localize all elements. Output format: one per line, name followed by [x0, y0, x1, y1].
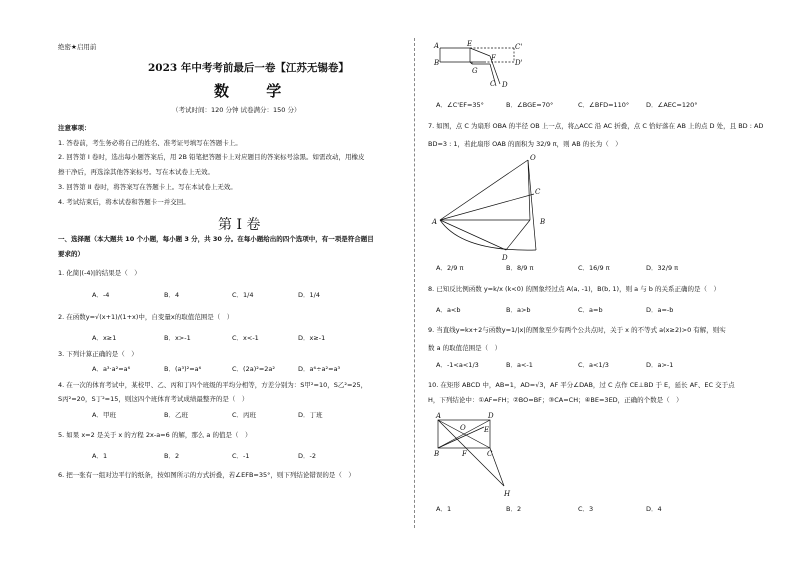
exam-title: 2023 年中考考前最后一卷【江苏无锡卷】	[148, 62, 349, 74]
secret-mark: 绝密★启用前	[58, 43, 97, 51]
question-stem: 10. 在矩形 ABCD 中，AB=1，AD=√3，AF 平分∠DAB，过 C 点作 CE⊥BD 于 E，延长 AF、EC 交于点	[428, 381, 735, 389]
question-stem: BD=3 : 1，若此扇形 OAB 的面积为 32/9 π，则 AB 的长为（ ）	[428, 140, 622, 148]
label-f: F	[491, 54, 496, 62]
note-item: 4. 考试结束后，将本试卷和答题卡一并交回。	[58, 198, 190, 206]
label-c-prime: C'	[515, 43, 523, 51]
option: B．a>b	[506, 306, 531, 314]
label-e: E	[484, 426, 490, 434]
option: D．-2	[298, 452, 316, 460]
subject-title: 数 学	[214, 82, 298, 100]
note-item: 1. 答卷前，考生务必将自己的姓名、准考证号填写在答题卡上。	[58, 139, 242, 147]
label-d-prime: D'	[515, 59, 523, 67]
volume-title: 第 I 卷	[218, 217, 261, 233]
label-a: A	[432, 218, 438, 226]
label-d: D	[502, 81, 508, 89]
option: D．4	[646, 505, 662, 513]
q6-figure	[434, 42, 534, 92]
label-d: D	[502, 254, 508, 262]
option: C．x<-1	[232, 334, 259, 342]
label-b: B	[434, 450, 440, 458]
option: B．∠BGE=70°	[506, 101, 554, 109]
question-stem: H，下列结论中：①AF=FH；②BO=BF；③CA=CH；④BE=3ED，正确的个数是（ ）	[428, 396, 683, 404]
option: A．x≥1	[92, 334, 117, 342]
option: A．甲班	[92, 411, 116, 419]
option: A．a<b	[436, 306, 461, 314]
option: B．乙班	[164, 411, 188, 419]
question-stem: 4. 在一次的体育考试中，某校甲、乙、丙和丁四个班级的平均分相等，方差分别为：S甲²=10，S乙²=25，	[58, 381, 368, 389]
note-item: 2. 回答第 I 卷时，选出每小题答案后，用 2B 铅笔把答题卡上对应题目的答案标号涂黑。如需改动，用橡皮	[58, 153, 365, 161]
question-stem: 2. 在函数y=√(x+1)/(1+x)中，自变量x的取值范围是（ ）	[58, 313, 234, 321]
option: A．∠C'EF=35°	[436, 101, 484, 109]
label-o: O	[530, 154, 536, 162]
label-b: B	[540, 218, 546, 226]
label-c: C	[487, 450, 493, 458]
option: C．3	[578, 505, 594, 513]
label-o: O	[460, 424, 466, 432]
option: D．a>-1	[646, 361, 674, 369]
option: A．2/9 π	[436, 264, 464, 272]
label-a: A	[434, 42, 440, 50]
option: D．丁班	[298, 411, 323, 419]
column-divider	[414, 38, 415, 528]
label-d: D	[488, 412, 494, 420]
option: D．∠AEC=120°	[646, 101, 698, 109]
option: B．(a³)²=a⁶	[164, 365, 202, 373]
option: D．32/9 π	[646, 264, 679, 272]
q10-rectangle-figure	[432, 410, 512, 500]
notes-heading: 注意事项：	[58, 124, 91, 132]
option: C．a<1/3	[578, 361, 609, 369]
section-heading: 要求的）	[58, 250, 84, 258]
question-stem: 5. 如果 x=2 是关于 x 的方程 2x-a=6 的解，那么 a 的值是（ ）	[58, 431, 252, 439]
option: C．丙班	[232, 411, 257, 419]
label-e: E	[467, 40, 473, 48]
question-stem: 9. 当直线y=kx+2与函数y=1/|x|的图象至少有两个公共点时，关于 x 的不等式 a(x≥2)>0 有解，则实	[428, 326, 726, 334]
question-stem: 7. 如图，点 C 为扇形 OBA 的半径 OB 上一点，将△ACC 沿 AC 折叠，点 C 恰好落在 AB 上的点 D 处，且 BD : AD	[428, 122, 764, 130]
option: C．a=b	[578, 306, 603, 314]
question-stem: 8. 已知反比例函数 y=k/x (k<0) 的图象经过点 A(a, -1)，B(b, 1)，则 a 与 b 的关系正确的是（ ）	[428, 285, 720, 293]
label-f: F	[462, 450, 467, 458]
option: A．a³·a²=a⁶	[92, 365, 131, 373]
label-g: G	[472, 67, 478, 75]
question-stem: 3. 下列计算正确的是（ ）	[58, 350, 138, 358]
question-stem: 数 a 的取值范围是（ ）	[428, 344, 502, 352]
section-heading: 一、选择题（本大题共 10 个小题，每小题 3 分，共 30 分。在每小题给出的四个选项中，有一项是符合题目	[58, 235, 374, 243]
option: B．a<-1	[506, 361, 533, 369]
question-stem: 1. 化简|(-4)|的结果是（ ）	[58, 269, 141, 277]
option: C．(2a)²=2a²	[232, 365, 276, 373]
q7-sector-figure	[432, 154, 552, 264]
option: A．-4	[92, 291, 110, 299]
option: B．8/9 π	[506, 264, 534, 272]
option: C．-1	[232, 452, 250, 460]
note-item: 3. 回答第 II 卷时，将答案写在答题卡上。写在本试卷上无效。	[58, 183, 237, 191]
question-stem: S丙²=20，S丁²=15，则这四个班体育考试成绩最整齐的是（ ）	[58, 395, 249, 403]
option: A．-1<a<1/3	[436, 361, 479, 369]
exam-info: （考试时间：120 分钟 试卷满分：150 分）	[172, 106, 301, 114]
label-c: C	[490, 80, 496, 88]
option: C．1/4	[232, 291, 254, 299]
option: B．4	[164, 291, 180, 299]
option: C．∠BFD=110°	[578, 101, 630, 109]
option: C．16/9 π	[578, 264, 610, 272]
option: D．x≥-1	[298, 334, 326, 342]
option: B．2	[164, 452, 180, 460]
label-b: B	[434, 59, 440, 67]
option: D．1/4	[298, 291, 320, 299]
option: A．1	[436, 505, 452, 513]
option: B．x>-1	[164, 334, 191, 342]
label-c: C	[535, 188, 541, 196]
label-a: A	[436, 412, 442, 420]
option: A．1	[92, 452, 108, 460]
note-item: 擦干净后，再选涂其他答案标号。写在本试卷上无效。	[58, 168, 214, 176]
label-h: H	[504, 490, 511, 498]
question-stem: 6. 把一张有一组对边平行的纸条，按如图所示的方式折叠，若∠EFB=35°，则下列结论错误的是（ ）	[58, 471, 355, 479]
option: D．a⁶÷a²=a³	[298, 365, 341, 373]
option: B．2	[506, 505, 522, 513]
option: D．a=-b	[646, 306, 674, 314]
